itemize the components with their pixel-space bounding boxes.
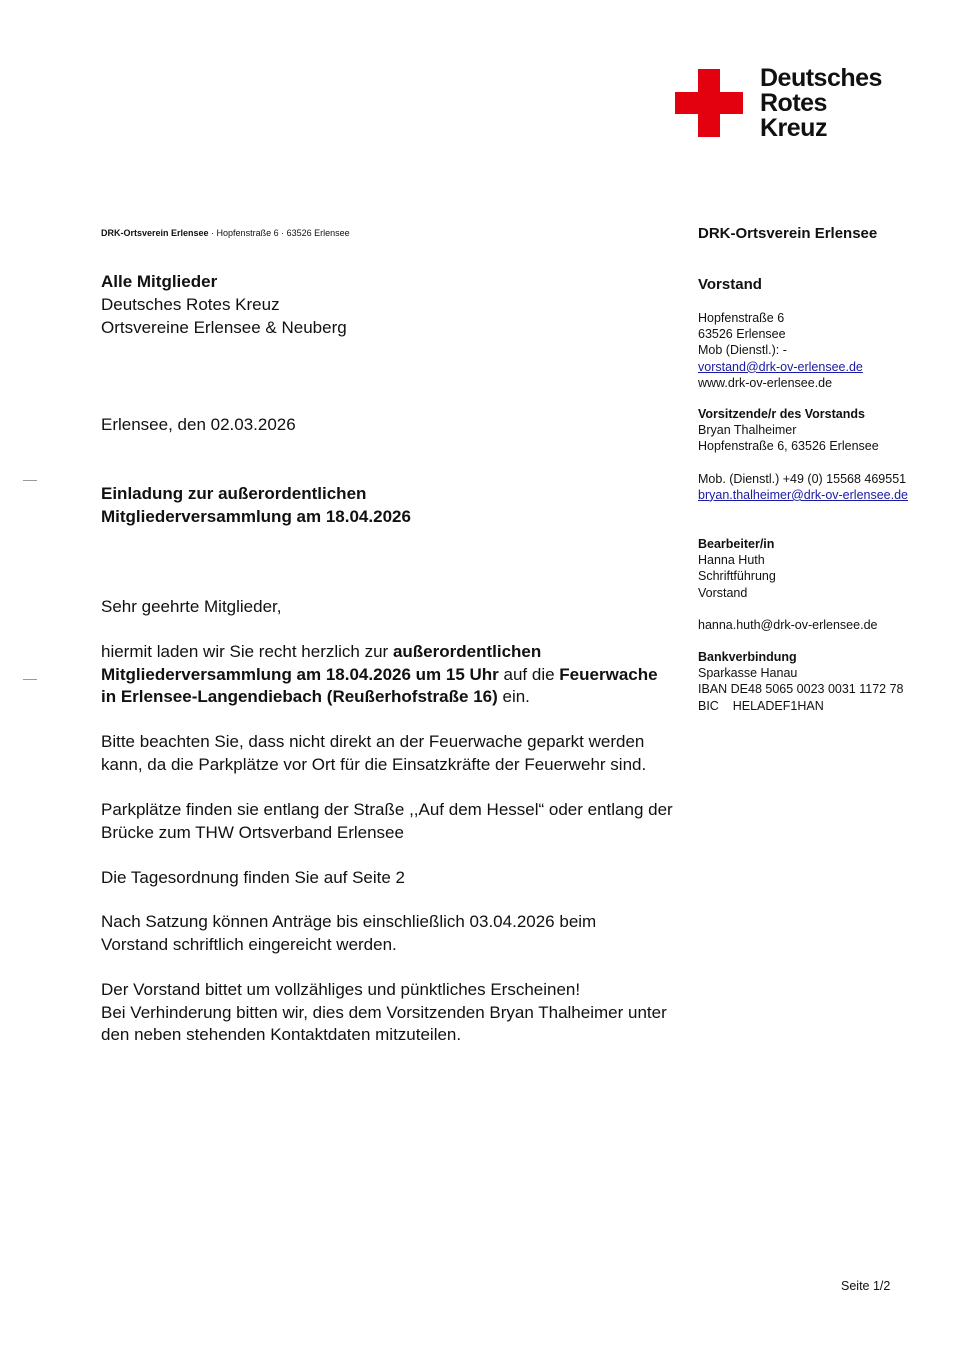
editor-name: Hanna Huth bbox=[698, 553, 765, 568]
closing-line: Bei Verhinderung bitten wir, dies dem Vorsitzenden Bryan Thalheimer unter den neben stehenden Kontaktdaten mitzuteilen. bbox=[101, 1002, 667, 1044]
sender-address: · Hopfenstraße 6 · 63526 Erlensee bbox=[208, 228, 350, 238]
recipient-name: Alle Mitglieder bbox=[101, 272, 218, 291]
fold-mark-top bbox=[23, 480, 37, 481]
editor-role: Schriftführung bbox=[698, 569, 776, 584]
page-number: Seite 1/2 bbox=[841, 1279, 891, 1293]
text: auf die bbox=[498, 664, 560, 684]
sidebar-org-name: DRK-Ortsverein Erlensee bbox=[698, 225, 878, 242]
sidebar-street: Hopfenstraße 6 bbox=[698, 311, 785, 325]
spacer bbox=[698, 601, 877, 617]
bold-text: Feuerwache in Erlensee-Langendiebach (Reußerhofstraße 16) bbox=[101, 664, 658, 706]
body-paragraph-agenda: Die Tagesordnung finden Sie auf Seite 2 bbox=[101, 868, 406, 887]
closing-line: Der Vorstand bittet um vollzähliges und pünktliches Erscheinen! bbox=[101, 980, 581, 999]
sender-return-address bbox=[101, 228, 350, 238]
body-paragraph-invitation bbox=[101, 641, 666, 709]
chair-address: Hopfenstraße 6, 63526 Erlensee bbox=[698, 439, 879, 454]
body-paragraph-parking-alternatives: Parkplätze finden sie entlang der Straße ,,Auf dem Hessel“ oder entlang der Brücke zum THW Ortsverband Erlensee bbox=[101, 800, 673, 842]
body-paragraph-parking: Bitte beachten Sie, dass nicht direkt an der Feuerwache geparkt werden kann, da die Parkplätze vor Ort für die Einsatzkräfte der Feuerwehr sind. bbox=[101, 732, 647, 774]
editor-title: Bearbeiter/in bbox=[698, 537, 775, 551]
editor-dept: Vorstand bbox=[698, 585, 748, 600]
recipient-block bbox=[101, 270, 347, 339]
sidebar-mobile: Mob (Dienstl.): - bbox=[698, 343, 787, 358]
body-paragraph-motions: Nach Satzung können Anträge bis einschließlich 03.04.2026 beim Vorstand schriftlich eingereicht werden. bbox=[101, 912, 597, 954]
sidebar-address-block bbox=[698, 310, 863, 391]
sidebar-email-link[interactable]: vorstand@drk-ov-erlensee.de bbox=[698, 359, 863, 374]
bank-iban: IBAN DE48 5065 0023 0031 1172 78 bbox=[698, 682, 904, 697]
recipient-line: Deutsches Rotes Kreuz bbox=[101, 295, 280, 314]
logo-line: Kreuz bbox=[760, 114, 827, 142]
logo-line: Deutsches bbox=[760, 64, 882, 92]
bank-title: Bankverbindung bbox=[698, 650, 797, 664]
sidebar-editor-block bbox=[698, 536, 877, 633]
salutation: Sehr geehrte Mitglieder, bbox=[101, 597, 282, 616]
sidebar-bank-block bbox=[698, 649, 904, 714]
chair-email-link[interactable]: bryan.thalheimer@drk-ov-erlensee.de bbox=[698, 487, 909, 502]
spacer bbox=[698, 455, 908, 471]
text: hiermit laden wir Sie recht herzlich zur bbox=[101, 642, 393, 661]
chair-title: Vorsitzende/r des Vorstands bbox=[698, 407, 865, 421]
letter-date: Erlensee, den 02.03.2026 bbox=[101, 415, 296, 434]
logo-wordmark bbox=[760, 66, 882, 141]
recipient-line: Ortsvereine Erlensee & Neuberg bbox=[101, 318, 347, 337]
fold-mark-bottom bbox=[23, 679, 37, 680]
subject-line: Einladung zur außerordentlichen bbox=[101, 484, 367, 503]
red-cross-horizontal-bar bbox=[675, 92, 743, 114]
sender-org: DRK-Ortsverein Erlensee bbox=[101, 228, 209, 238]
logo-line: Rotes bbox=[760, 89, 827, 117]
bold-text: außerordentlichen Mitgliederversammlung am 18.04.2026 um 15 Uhr bbox=[101, 642, 542, 684]
sidebar-heading: Vorstand bbox=[698, 276, 762, 293]
bank-bic: BIC HELADEF1HAN bbox=[698, 698, 824, 713]
subject-line: Mitgliederversammlung am 18.04.2026 bbox=[101, 507, 411, 526]
text: ein. bbox=[497, 687, 530, 706]
sidebar-website: www.drk-ov-erlensee.de bbox=[698, 375, 833, 390]
editor-email: hanna.huth@drk-ov-erlensee.de bbox=[698, 617, 878, 632]
sidebar-chair-block bbox=[698, 406, 908, 503]
chair-name: Bryan Thalheimer bbox=[698, 423, 797, 438]
chair-mobile: Mob. (Dienstl.) +49 (0) 15568 469551 bbox=[698, 471, 907, 486]
letter-subject bbox=[101, 482, 411, 528]
body-paragraph-closing bbox=[101, 979, 681, 1047]
bank-name: Sparkasse Hanau bbox=[698, 666, 798, 681]
sidebar-city: 63526 Erlensee bbox=[698, 327, 786, 342]
